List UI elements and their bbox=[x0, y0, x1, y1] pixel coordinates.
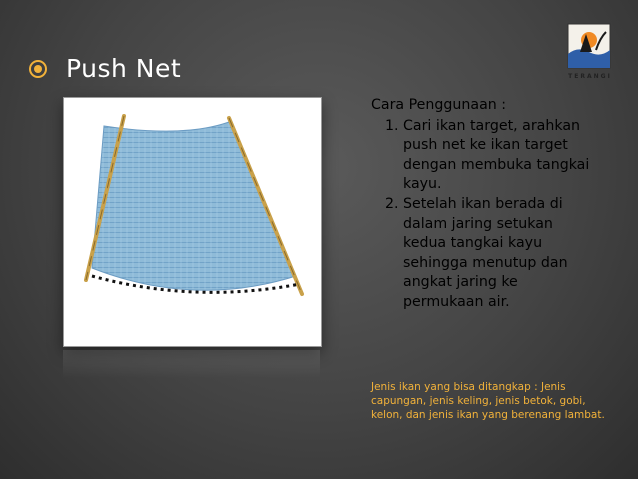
push-net-illustration bbox=[64, 98, 321, 346]
circle-bullet-icon bbox=[28, 59, 48, 79]
instruction-step: 1. Cari ikan target, arahkan push net ke ikan target dengan membuka tangkai kayu. bbox=[403, 117, 596, 195]
instruction-steps bbox=[371, 117, 596, 313]
slide-title: Push Net bbox=[66, 54, 182, 83]
logo-text: TERANGI bbox=[568, 73, 612, 80]
instruction-step: 2. Setelah ikan berada di dalam jaring setukan kedua tangkai kayu sehingga menutup dan angkat jaring ke permukaan air. bbox=[403, 195, 596, 313]
usage-instructions bbox=[371, 96, 596, 313]
terangi-logo-icon bbox=[562, 20, 616, 74]
fish-types-note: Jenis ikan yang bisa ditangkap : Jenis capungan, jenis keling, jenis betok, gobi, kelon, dan jenis ikan yang berenang lambat. bbox=[371, 381, 605, 421]
instructions-heading: Cara Penggunaan : bbox=[371, 97, 507, 113]
title-row bbox=[28, 54, 181, 83]
push-net-image bbox=[63, 97, 322, 347]
image-reflection bbox=[63, 350, 320, 378]
